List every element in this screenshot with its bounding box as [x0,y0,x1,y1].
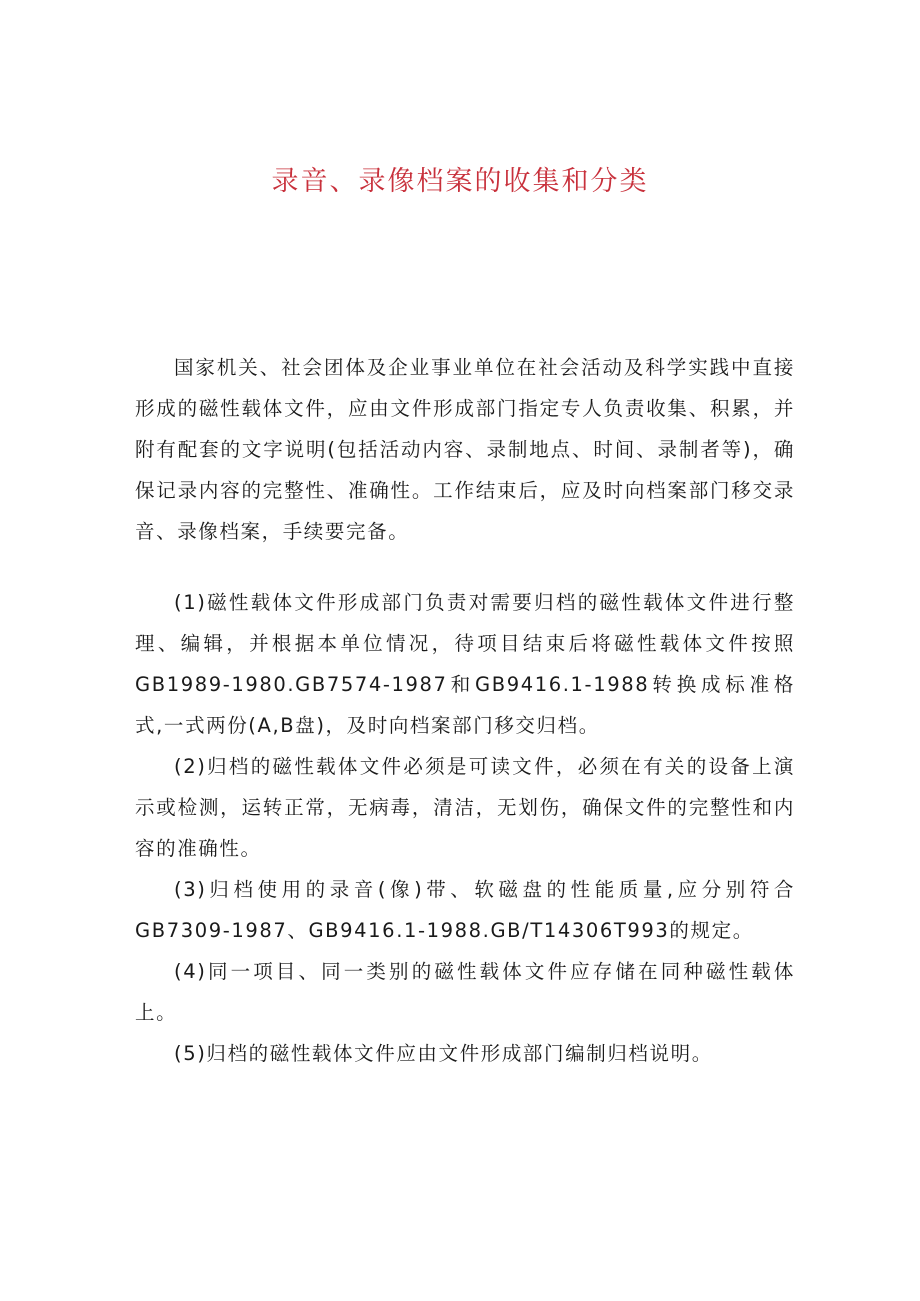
list-item-4: (4)同一项目、同一类别的磁性载体文件应存储在同种磁性载体上。 [135,960,795,1024]
document-title: 录音、录像档案的收集和分类 [271,166,649,197]
items-section [135,582,795,1074]
intro-paragraph: 国家机关、社会团体及企业事业单位在社会活动及科学实践中直接形成的磁性载体文件，应由文件形成部门指定专人负责收集、积累，并附有配套的文字说明(包括活动内容、录制地点、时间、录制者等)，确保记录内容的完整性、准确性。工作结束后，应及时向档案部门移交录音、录像档案，手续要完备。 [135,356,795,543]
list-item-2: (2)归档的磁性载体文件必须是可读文件，必须在有关的设备上演示或检测，运转正常，无病毒，清洁，无划伤，确保文件的完整性和内容的准确性。 [135,755,795,860]
list-item-1: (1)磁性载体文件形成部门负责对需要归档的磁性载体文件进行整理、编辑，并根据本单位情况，待项目结束后将磁性载体文件按照GB1989-1980.GB7574-1987和GB9416.1-1988转换成标准格式,一式两份(A,B盘)，及时向档案部门移交归档。 [135,591,795,737]
intro-section [135,347,795,552]
list-item-3: (3)归档使用的录音(像)带、软磁盘的性能质量,应分别符合GB7309-1987、GB9416.1-1988.GB/T14306T993的规定。 [135,878,795,942]
list-item-5: (5)归档的磁性载体文件应由文件形成部门编制归档说明。 [174,1042,713,1065]
